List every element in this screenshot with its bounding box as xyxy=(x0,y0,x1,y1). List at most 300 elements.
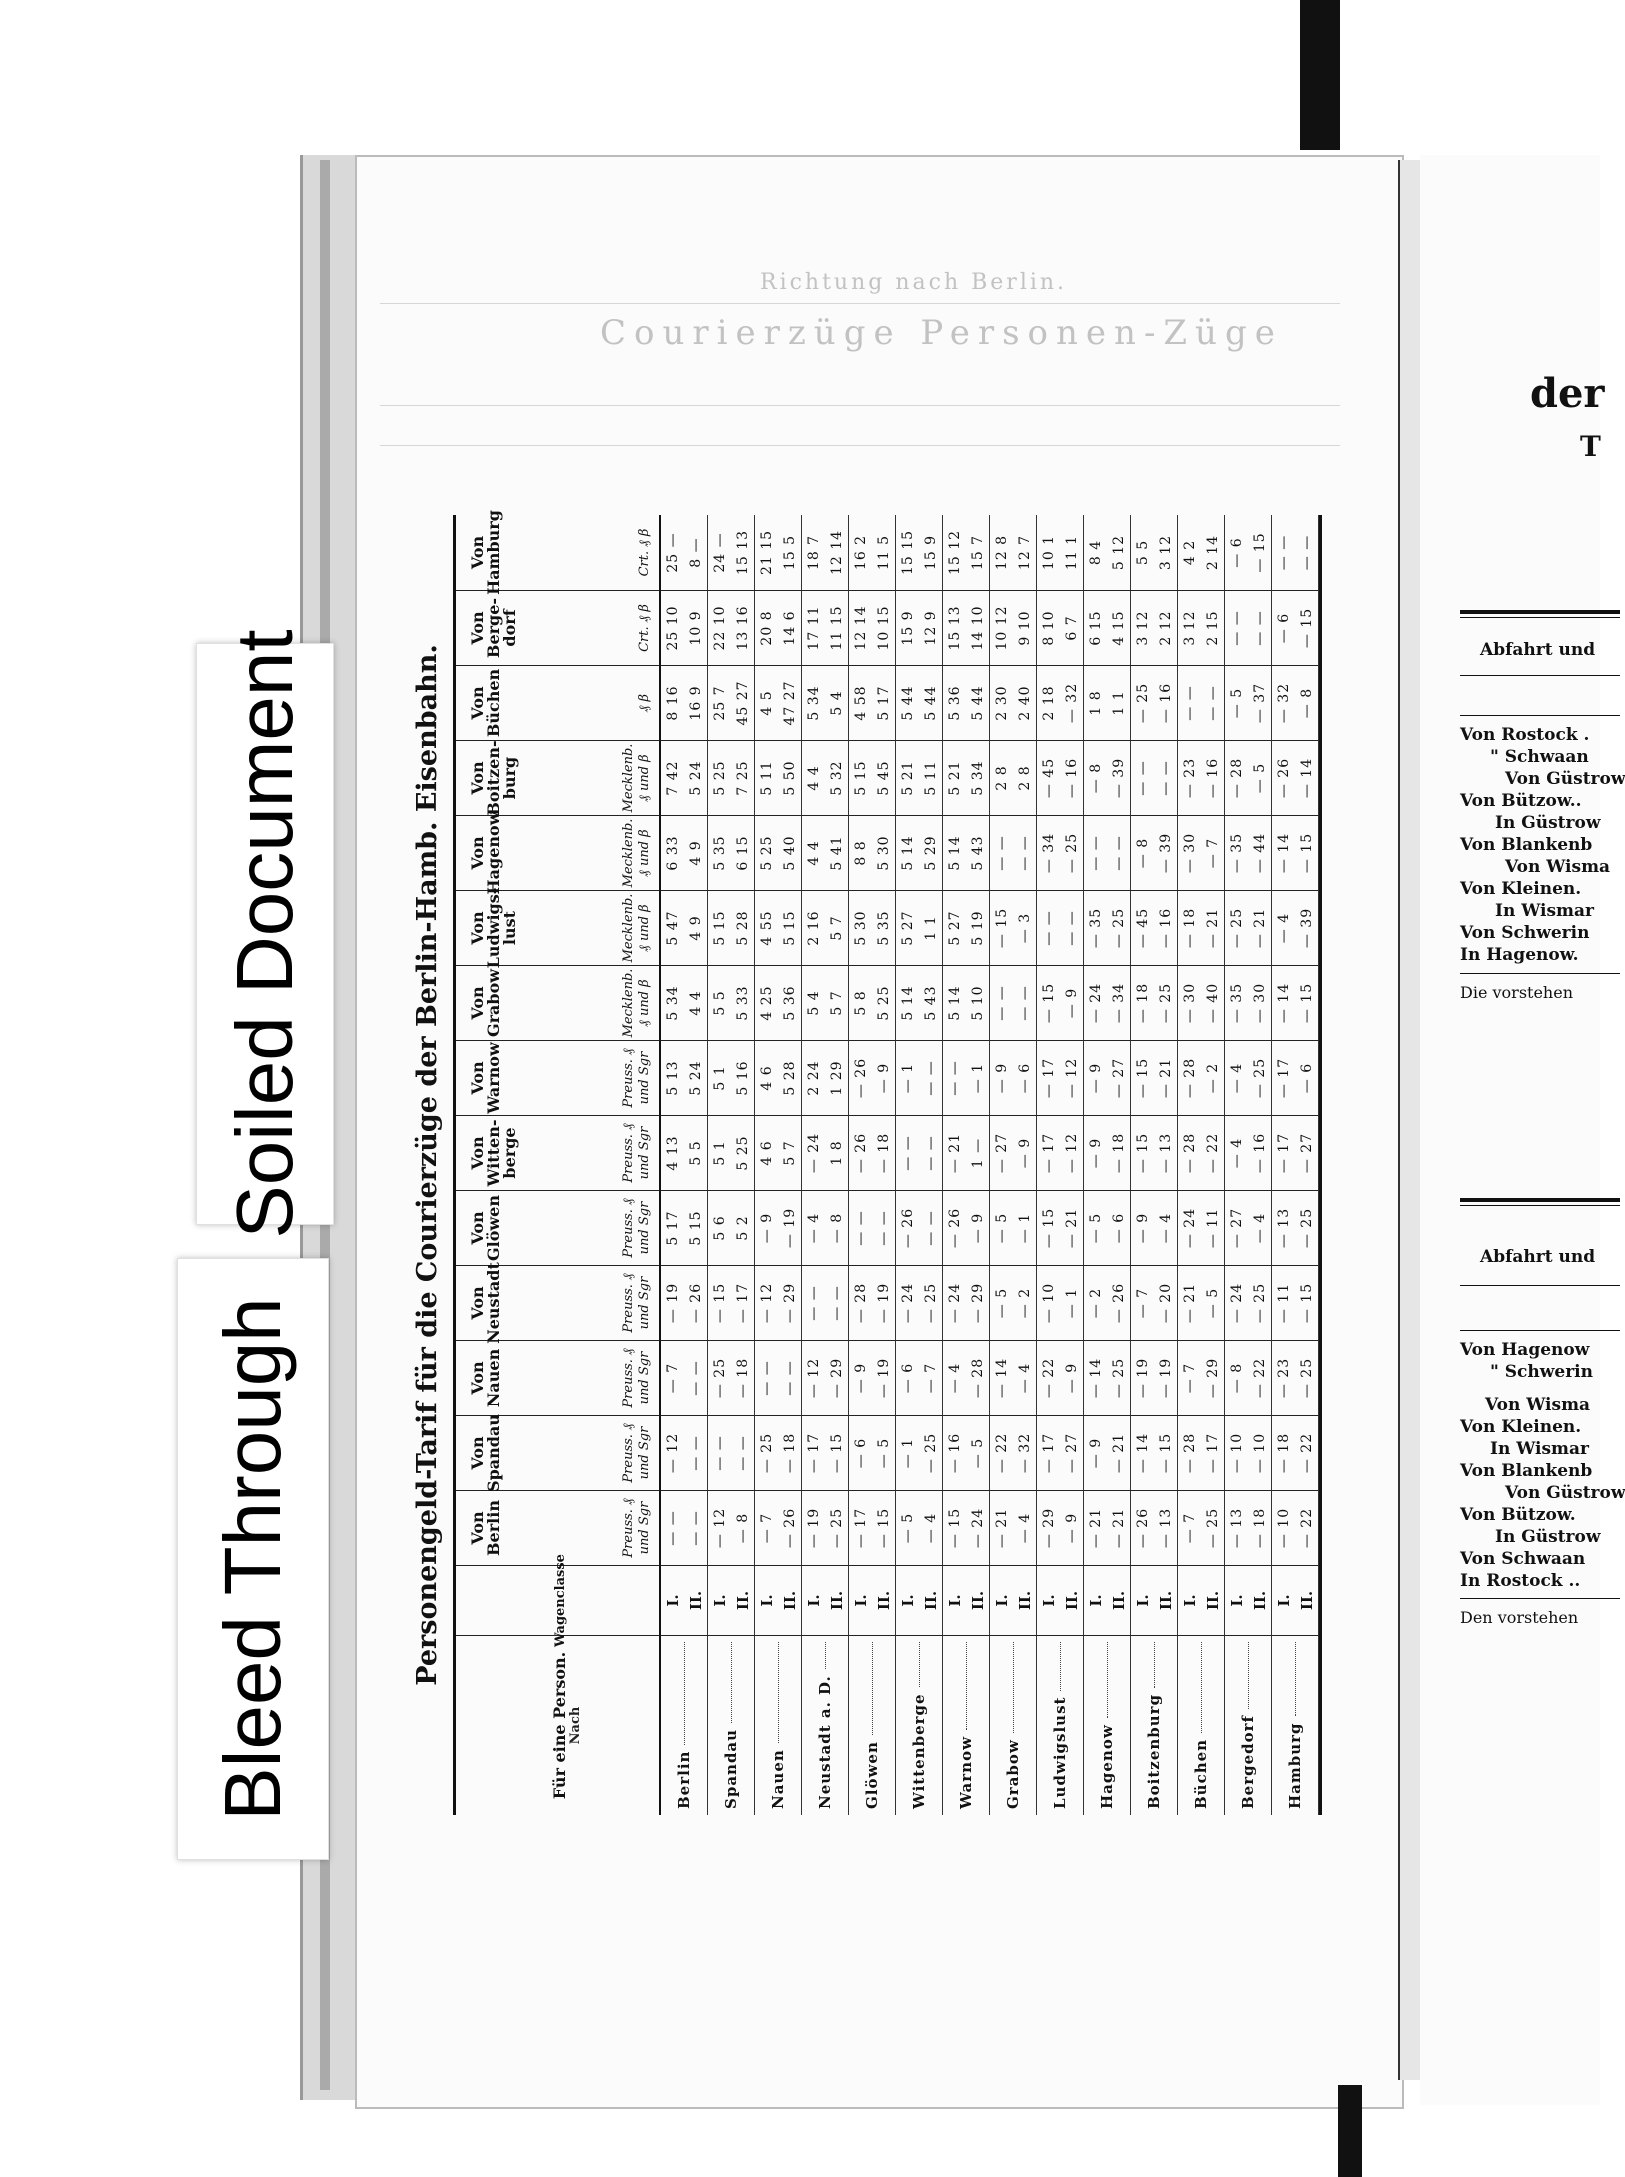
dotted-leader xyxy=(778,1642,779,1743)
wagen-class: I. xyxy=(1225,1565,1249,1635)
fare-cell: — 14 xyxy=(1084,1340,1108,1415)
fare-cell: 5 11 xyxy=(755,740,779,815)
fare-cell: 5 25 xyxy=(708,740,732,815)
list-item: Von Wisma xyxy=(1505,857,1611,877)
wagen-class: I. xyxy=(708,1565,732,1635)
dotted-leader xyxy=(1154,1642,1155,1688)
header-origin xyxy=(456,740,661,815)
fare-cell: — — xyxy=(685,1415,709,1490)
fare-cell: — 24 xyxy=(1225,1265,1249,1340)
header-wagenclasse: Wagenclasse xyxy=(456,1565,661,1635)
fare-cell: — — xyxy=(1084,815,1108,890)
fare-cell: — 29 xyxy=(1202,1340,1226,1415)
fare-cell: — 9 xyxy=(967,1190,991,1265)
list-item: Von Hagenow xyxy=(1460,1340,1590,1360)
station-name xyxy=(1178,1635,1225,1815)
fare-cell: 5 5 xyxy=(1134,539,1151,566)
fare-cell: — 24 xyxy=(896,1265,920,1340)
fare-cell: 15 12 xyxy=(946,529,963,576)
fare-cell: — 32 xyxy=(1061,665,1085,740)
fare-cell: — — xyxy=(1249,590,1273,665)
list-item: Von Wisma xyxy=(1485,1395,1591,1415)
fare-cell: — — xyxy=(1014,965,1038,1040)
fare-cell: — 15 xyxy=(1037,965,1061,1040)
origin-currency: Preuss. ₰ und Sgr xyxy=(621,1348,652,1408)
fare-cell: — 26 xyxy=(1108,1265,1132,1340)
origin-currency: Preuss. ₰ und Sgr xyxy=(621,1498,652,1558)
fare-cell: — 24 xyxy=(943,1265,967,1340)
fare-cell: — 6 xyxy=(1228,537,1245,568)
dotted-leader xyxy=(684,1642,685,1745)
fare-cell: — — xyxy=(1202,665,1226,740)
origin-name: Von Hagenow xyxy=(468,811,503,895)
station-label: Grabow xyxy=(1004,1739,1022,1809)
origin-currency: Preuss. ₰ und Sgr xyxy=(621,1273,652,1333)
origin-currency: Preuss. ₰ und Sgr xyxy=(621,1123,652,1183)
fare-cell: — 11 xyxy=(1202,1190,1226,1265)
fare-cell: — 6 xyxy=(849,1415,873,1490)
fare-cell: — 25 xyxy=(1155,965,1179,1040)
fare-cell: — — xyxy=(661,1490,685,1565)
fare-cell: 1 — xyxy=(967,1115,991,1190)
header-origin xyxy=(456,1340,661,1415)
fare-cell: 5 45 xyxy=(873,740,897,815)
fare-cell: — 34 xyxy=(1108,965,1132,1040)
fare-cell: 2 14 xyxy=(1202,515,1226,590)
origin-currency: Mecklenb. ₰ und β xyxy=(621,968,652,1038)
fare-cell: — 21 xyxy=(943,1115,967,1190)
fare-cell: — 30 xyxy=(1178,965,1202,1040)
fare-cell: — 16 xyxy=(1155,890,1179,965)
binding-clip-bottom xyxy=(1338,2085,1362,2177)
fare-cell: — 16 xyxy=(1061,740,1085,815)
fare-cell: 5 4 xyxy=(826,665,850,740)
fare-cell: — 18 xyxy=(1131,965,1155,1040)
fare-cell: 1 8 xyxy=(826,1115,850,1190)
ghost-line-2: Courierzüge Personen-Züge xyxy=(600,313,1283,353)
fare-cell: 8 10 xyxy=(1037,590,1061,665)
fare-cell: — 7 xyxy=(1131,1265,1155,1340)
fare-cell: 14 10 xyxy=(967,590,991,665)
list-item: " Schwerin xyxy=(1490,1362,1593,1382)
fare-cell: — — xyxy=(1037,890,1061,965)
fare-cell: — 22 xyxy=(1296,1490,1320,1565)
fare-cell: — 15 xyxy=(1296,1265,1320,1340)
origin-name: Von Neustadt xyxy=(468,1262,503,1344)
fare-cell: 5 25 xyxy=(732,1115,756,1190)
fare-cell: — 26 xyxy=(685,1265,709,1340)
fare-cell: — 25 xyxy=(755,1415,779,1490)
fare-cell: — 44 xyxy=(1249,815,1273,890)
fare-cell: — — xyxy=(849,1190,873,1265)
fare-cell: — 18 xyxy=(1178,890,1202,965)
fare-cell: 8 8 xyxy=(849,815,873,890)
fare-cell: — 15 xyxy=(1296,965,1320,1040)
fare-cell: — 14 xyxy=(1272,815,1296,890)
fare-cell: 24 — xyxy=(711,532,728,573)
fare-cell: — 22 xyxy=(1202,1115,1226,1190)
fare-cell: — 2 xyxy=(1014,1265,1038,1340)
station-label: Neustadt a. D. xyxy=(816,1675,834,1809)
origin-name: Von Ludwigs-lust xyxy=(468,887,519,969)
fare-cell: — 9 xyxy=(849,1340,873,1415)
list-item: In Güstrow xyxy=(1495,1527,1601,1547)
origin-currency: Mecklenb. ₰ und β xyxy=(621,893,652,963)
fare-cell: — 10 xyxy=(1225,1415,1249,1490)
station-label: Hamburg xyxy=(1286,1722,1304,1809)
wagen-class: I. xyxy=(1178,1565,1202,1635)
header-origin xyxy=(456,665,661,740)
fare-cell: 5 36 xyxy=(779,965,803,1040)
fare-cell: 4 6 xyxy=(755,1115,779,1190)
fare-cell: 5 14 xyxy=(943,965,967,1040)
fare-cell: 5 17 xyxy=(873,665,897,740)
fare-cell: 8 16 xyxy=(661,665,685,740)
origin-currency: ₰ β xyxy=(637,693,652,713)
fare-cell: — 9 xyxy=(1061,1490,1085,1565)
fare-cell: 5 33 xyxy=(732,965,756,1040)
fare-cell: — 19 xyxy=(1131,1340,1155,1415)
station-name xyxy=(896,1635,943,1815)
dotted-leader xyxy=(1248,1642,1249,1709)
fare-cell: — 32 xyxy=(1272,665,1296,740)
fare-cell: 5 7 xyxy=(779,1115,803,1190)
fare-cell: 2 12 xyxy=(1155,590,1179,665)
fare-cell: 5 34 xyxy=(661,965,685,1040)
wagen-class: II. xyxy=(1249,1565,1273,1635)
fare-cell: — — xyxy=(1225,590,1249,665)
ghost-line-1: Richtung nach Berlin. xyxy=(760,270,1068,295)
fare-cell: 4 58 xyxy=(849,665,873,740)
fare-cell: — 4 xyxy=(1249,1190,1273,1265)
fare-cell: 5 28 xyxy=(779,1040,803,1115)
dotted-leader xyxy=(919,1642,920,1687)
fare-cell: 4 4 xyxy=(802,815,826,890)
fare-cell: — 17 xyxy=(802,1415,826,1490)
fare-cell: — 8 xyxy=(732,1490,756,1565)
fare-cell: — 6 xyxy=(1272,590,1296,665)
fare-cell: — 25 xyxy=(920,1415,944,1490)
fare-cell: 5 8 xyxy=(849,965,873,1040)
fare-cell: 5 7 xyxy=(826,965,850,1040)
fare-cell: — — xyxy=(1061,890,1085,965)
fare-cell: 5 21 xyxy=(943,740,967,815)
header-origin xyxy=(456,965,661,1040)
fare-cell: — 17 xyxy=(1272,1115,1296,1190)
list-item: Von Blankenb xyxy=(1460,1461,1593,1481)
fare-cell: — — xyxy=(1155,740,1179,815)
fare-cell: 5 17 xyxy=(661,1190,685,1265)
fare-cell: — 16 xyxy=(1249,1115,1273,1190)
station-name xyxy=(1272,1635,1319,1815)
fare-cell: 15 13 xyxy=(943,590,967,665)
dotted-leader xyxy=(1201,1642,1202,1733)
fare-cell: 5 44 xyxy=(920,665,944,740)
fare-cell: — 15 xyxy=(1249,515,1273,590)
fare-cell: — 25 xyxy=(1108,1340,1132,1415)
fare-cell: 21 15 xyxy=(758,529,775,576)
origin-name: Von Warnow xyxy=(468,1042,503,1114)
fare-cell: 2 40 xyxy=(1014,665,1038,740)
fare-cell: 5 35 xyxy=(873,890,897,965)
fare-cell: — 22 xyxy=(990,1415,1014,1490)
fare-cell: — 25 xyxy=(826,1490,850,1565)
fare-cell: — 25 xyxy=(1296,1190,1320,1265)
fare-cell: 15 13 xyxy=(732,515,756,590)
fare-cell: — 9 xyxy=(755,1190,779,1265)
fare-cell: — 18 xyxy=(779,1415,803,1490)
fare-cell: — 21 xyxy=(1155,1040,1179,1115)
fare-cell: — 27 xyxy=(990,1115,1014,1190)
fare-cell: — 19 xyxy=(779,1190,803,1265)
fare-cell: — 25 xyxy=(1108,890,1132,965)
list-item: Von Bützow. xyxy=(1460,1505,1576,1525)
header-origin xyxy=(456,1415,661,1490)
fare-cell: — 9 xyxy=(1014,1115,1038,1190)
fare-cell: 5 21 xyxy=(896,740,920,815)
fare-cell: — 16 xyxy=(1202,740,1226,815)
fare-cell: — 19 xyxy=(873,1265,897,1340)
fare-cell: 15 15 xyxy=(899,529,916,576)
fare-cell: — 27 xyxy=(1225,1190,1249,1265)
station-label: Berlin xyxy=(675,1750,693,1809)
fare-cell: — 15 xyxy=(1131,1115,1155,1190)
fare-cell: 5 27 xyxy=(896,890,920,965)
fare-cell: 5 10 xyxy=(967,965,991,1040)
fare-cell: — — xyxy=(990,815,1014,890)
fare-cell: 2 8 xyxy=(990,740,1014,815)
header-origin xyxy=(456,1115,661,1190)
fare-cell: — 37 xyxy=(1249,665,1273,740)
fare-cell: — 28 xyxy=(1225,740,1249,815)
origin-currency: Preuss. ₰ und Sgr xyxy=(621,1198,652,1258)
wagen-class: II. xyxy=(779,1565,803,1635)
fare-cell: — 28 xyxy=(967,1340,991,1415)
fare-cell: — 5 xyxy=(873,1415,897,1490)
fare-cell: 6 15 xyxy=(732,815,756,890)
fare-cell: 12 14 xyxy=(826,515,850,590)
fare-cell: 5 1 xyxy=(708,1040,732,1115)
fare-cell: — 5 xyxy=(990,1265,1014,1340)
fare-cell: 6 33 xyxy=(661,815,685,890)
fare-cell: 4 2 xyxy=(1181,539,1198,566)
fare-cell: — 29 xyxy=(1037,1490,1061,1565)
fare-cell: 1 8 xyxy=(1084,665,1108,740)
fare-cell: — 21 xyxy=(1084,1490,1108,1565)
fare-cell: — 39 xyxy=(1108,740,1132,815)
fare-cell: — 22 xyxy=(1249,1340,1273,1415)
fare-cell: — 45 xyxy=(1131,890,1155,965)
wagen-class: I. xyxy=(1084,1565,1108,1635)
fare-cell: 12 14 xyxy=(849,590,873,665)
fare-cell: — 8 xyxy=(826,1190,850,1265)
fare-cell: — — xyxy=(779,1340,803,1415)
fare-cell: 5 29 xyxy=(920,815,944,890)
fare-cell: 5 35 xyxy=(708,815,732,890)
origin-name: Von Nauen xyxy=(468,1348,503,1408)
fare-cell: — 17 xyxy=(1202,1415,1226,1490)
station-label: Glöwen xyxy=(863,1741,881,1809)
list-item: Von Kleinen. xyxy=(1460,879,1582,899)
fare-cell: 5 25 xyxy=(873,965,897,1040)
fare-cell: — 17 xyxy=(1037,1115,1061,1190)
fare-cell: — 26 xyxy=(896,1190,920,1265)
list-item: Von Güstrow xyxy=(1505,769,1625,789)
fare-cell: — 17 xyxy=(1037,1040,1061,1115)
fare-cell: 5 30 xyxy=(873,815,897,890)
soiled-document-label-text: Soiled Document xyxy=(220,629,309,1239)
station-name xyxy=(943,1635,990,1815)
fare-cell: 5 11 xyxy=(920,740,944,815)
fare-cell: — 12 xyxy=(802,1340,826,1415)
fare-cell: — 8 xyxy=(1084,740,1108,815)
fare-cell: — 30 xyxy=(1178,815,1202,890)
fare-cell: 2 15 xyxy=(1202,590,1226,665)
list-item: Von Rostock . xyxy=(1460,725,1590,745)
right-section1-footer: Die vorstehen xyxy=(1460,983,1574,1002)
fare-cell: — — xyxy=(1296,515,1320,590)
fare-cell: — 23 xyxy=(1178,740,1202,815)
fare-cell: 9 10 xyxy=(1014,590,1038,665)
fare-cell: — 4 xyxy=(802,1190,826,1265)
fare-cell: 5 41 xyxy=(826,815,850,890)
fare-cell: — 17 xyxy=(732,1265,756,1340)
origin-name: Von Spandau xyxy=(468,1414,503,1492)
list-item: In Wismar xyxy=(1495,901,1595,921)
origin-name: Von Glöwen xyxy=(468,1195,503,1261)
fare-cell: — 24 xyxy=(1178,1190,1202,1265)
wagen-class: II. xyxy=(1014,1565,1038,1635)
header-origin xyxy=(456,590,661,665)
fare-cell: — 13 xyxy=(1225,1490,1249,1565)
fare-cell: 10 15 xyxy=(873,590,897,665)
fare-cell: — 13 xyxy=(1155,1115,1179,1190)
fare-cell: — 19 xyxy=(873,1340,897,1415)
origin-name: Von Büchen xyxy=(468,668,503,738)
fare-cell: 5 43 xyxy=(967,815,991,890)
fare-cell: — 17 xyxy=(1037,1415,1061,1490)
fare-cell: 10 12 xyxy=(990,590,1014,665)
header-origin xyxy=(456,887,661,969)
fare-cell: — — xyxy=(1178,665,1202,740)
fare-cell: — 21 xyxy=(1108,1490,1132,1565)
fare-cell: — 26 xyxy=(1272,740,1296,815)
fare-cell: — 15 xyxy=(990,890,1014,965)
fare-cell: — 9 xyxy=(1131,1190,1155,1265)
fare-cell: 5 15 xyxy=(685,1190,709,1265)
fare-cell: — — xyxy=(943,1040,967,1115)
fare-cell: — 25 xyxy=(1225,890,1249,965)
fare-cell: 4 5 xyxy=(755,665,779,740)
fare-cell: 1 1 xyxy=(920,890,944,965)
fare-cell: 1 1 xyxy=(1108,665,1132,740)
bleed-through-label-text: Bleed Through xyxy=(208,1297,297,1821)
fare-cell: 14 6 xyxy=(779,590,803,665)
fare-cell: — 1 xyxy=(967,1040,991,1115)
wagen-class: II. xyxy=(1155,1565,1179,1635)
fare-cell: — 14 xyxy=(1296,740,1320,815)
fare-table xyxy=(453,510,1322,1815)
fare-cell: 5 47 xyxy=(661,890,685,965)
fare-cell: — 15 xyxy=(873,1490,897,1565)
fare-cell: — 28 xyxy=(1178,1115,1202,1190)
fare-cell: — 7 xyxy=(1178,1340,1202,1415)
fare-cell: — 24 xyxy=(1084,965,1108,1040)
fare-cell: 3 12 xyxy=(1178,590,1202,665)
header-origin xyxy=(456,1040,661,1115)
fare-cell: 5 43 xyxy=(920,965,944,1040)
fare-cell: 16 2 xyxy=(852,534,869,571)
station-name xyxy=(661,1635,708,1815)
fare-cell: — 24 xyxy=(802,1115,826,1190)
fare-cell: 15 9 xyxy=(896,590,920,665)
fare-cell: 17 11 xyxy=(802,590,826,665)
fare-cell: — 4 xyxy=(1225,1115,1249,1190)
fare-cell: — 1 xyxy=(896,1415,920,1490)
fare-cell: 5 14 xyxy=(896,815,920,890)
station-name xyxy=(990,1635,1037,1815)
list-item: Von Blankenb xyxy=(1460,835,1593,855)
fare-cell: — 21 xyxy=(1178,1265,1202,1340)
station-label: Hagenow xyxy=(1098,1724,1116,1809)
right-section2-footer: Den vorstehen xyxy=(1460,1608,1579,1627)
fare-cell: — 13 xyxy=(1155,1490,1179,1565)
fare-cell: — 18 xyxy=(1272,1415,1296,1490)
fare-cell: — — xyxy=(920,1115,944,1190)
fare-cell: — 7 xyxy=(920,1340,944,1415)
fare-cell: 5 30 xyxy=(849,890,873,965)
fare-cell: 5 4 xyxy=(802,965,826,1040)
fare-cell: — 19 xyxy=(802,1490,826,1565)
origin-name: Von Berge-dorf xyxy=(468,597,519,659)
header-origin xyxy=(456,811,661,895)
fare-cell: 5 32 xyxy=(826,740,850,815)
dotted-leader xyxy=(966,1642,967,1730)
fare-cell: — 1 xyxy=(1061,1265,1085,1340)
fare-cell: 5 15 xyxy=(708,890,732,965)
fare-cell: 5 27 xyxy=(943,890,967,965)
fare-cell: 11 1 xyxy=(1061,515,1085,590)
header-nach-text: Nach xyxy=(568,1706,583,1745)
fare-cell: 4 55 xyxy=(755,890,779,965)
fare-cell: — 4 xyxy=(1155,1190,1179,1265)
fare-cell: 4 13 xyxy=(661,1115,685,1190)
fare-cell: — 6 xyxy=(1108,1190,1132,1265)
fare-cell: — 18 xyxy=(873,1115,897,1190)
fare-cell: — 15 xyxy=(1131,1040,1155,1115)
fare-cell: — 2 xyxy=(1084,1265,1108,1340)
wagen-class: II. xyxy=(732,1565,756,1635)
station-label: Warnow xyxy=(957,1736,975,1809)
fare-cell: — 12 xyxy=(1061,1115,1085,1190)
fare-cell: — 6 xyxy=(1014,1040,1038,1115)
fare-cell: — 1 xyxy=(896,1040,920,1115)
fare-cell: 5 34 xyxy=(802,665,826,740)
header-origin xyxy=(456,1190,661,1265)
fare-cell: 20 8 xyxy=(755,590,779,665)
origin-name: Von Witten-berge xyxy=(468,1119,519,1187)
wagen-class: I. xyxy=(755,1565,779,1635)
fare-cell: 4 4 xyxy=(802,740,826,815)
fare-cell: 5 12 xyxy=(1108,515,1132,590)
fare-cell: — 23 xyxy=(1272,1340,1296,1415)
right-page-title: der xyxy=(1530,370,1605,417)
fare-cell: — 5 xyxy=(990,1190,1014,1265)
fare-cell: 5 34 xyxy=(967,740,991,815)
fare-cell: 5 15 xyxy=(849,740,873,815)
fare-cell: — 25 xyxy=(1249,1040,1273,1115)
fare-cell: — — xyxy=(896,1115,920,1190)
